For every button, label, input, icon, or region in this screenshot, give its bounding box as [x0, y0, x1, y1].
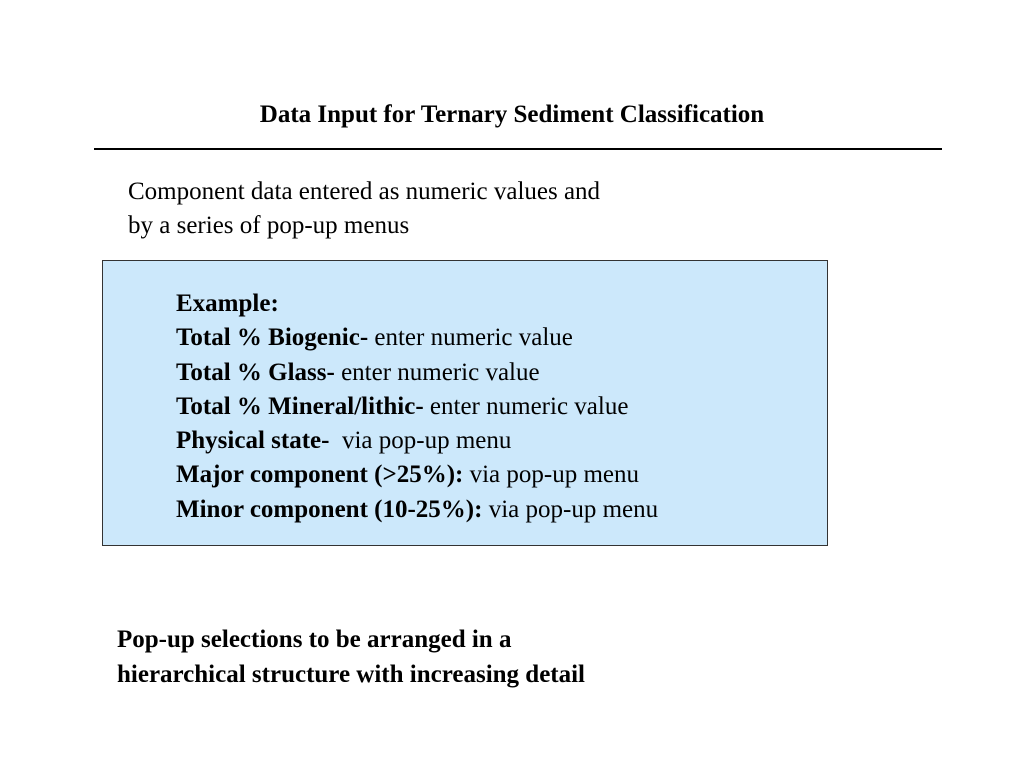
- row-value: enter numeric value: [368, 324, 573, 352]
- example-heading: Example:: [176, 290, 279, 317]
- row-value: via pop-up menu: [482, 495, 659, 523]
- row-label: Physical state-: [176, 427, 330, 455]
- intro-text: [128, 175, 748, 243]
- intro-line-1: Component data entered as numeric values and: [128, 178, 601, 205]
- row-label: Minor component (10-25%):: [176, 495, 483, 523]
- example-row-mineral: [176, 390, 658, 424]
- example-row-glass: [176, 356, 658, 390]
- example-row-major-component: [176, 458, 658, 492]
- footer-line-2: hierarchical structure with increasing detail: [117, 661, 586, 688]
- row-value: enter numeric value: [423, 392, 629, 420]
- intro-line-2: by a series of pop-up menus: [128, 212, 410, 239]
- row-label: Total % Mineral/lithic-: [176, 392, 424, 420]
- example-list: [176, 287, 658, 527]
- example-row-minor-component: [176, 493, 658, 527]
- slide-title: Data Input for Ternary Sediment Classification: [259, 101, 765, 128]
- example-box: [102, 260, 828, 546]
- example-row-physical-state: [176, 424, 658, 458]
- row-value: via pop-up menu: [329, 427, 512, 455]
- row-label: Total % Biogenic-: [176, 324, 369, 352]
- row-label: Major component (>25%):: [176, 461, 464, 489]
- footer-line-1: Pop-up selections to be arranged in a: [117, 626, 512, 653]
- row-value: enter numeric value: [334, 358, 540, 386]
- footer-note: [117, 622, 737, 692]
- row-label: Total % Glass-: [176, 358, 335, 386]
- row-value: via pop-up menu: [463, 461, 640, 489]
- title-divider: [94, 148, 942, 150]
- example-row-biogenic: [176, 321, 658, 355]
